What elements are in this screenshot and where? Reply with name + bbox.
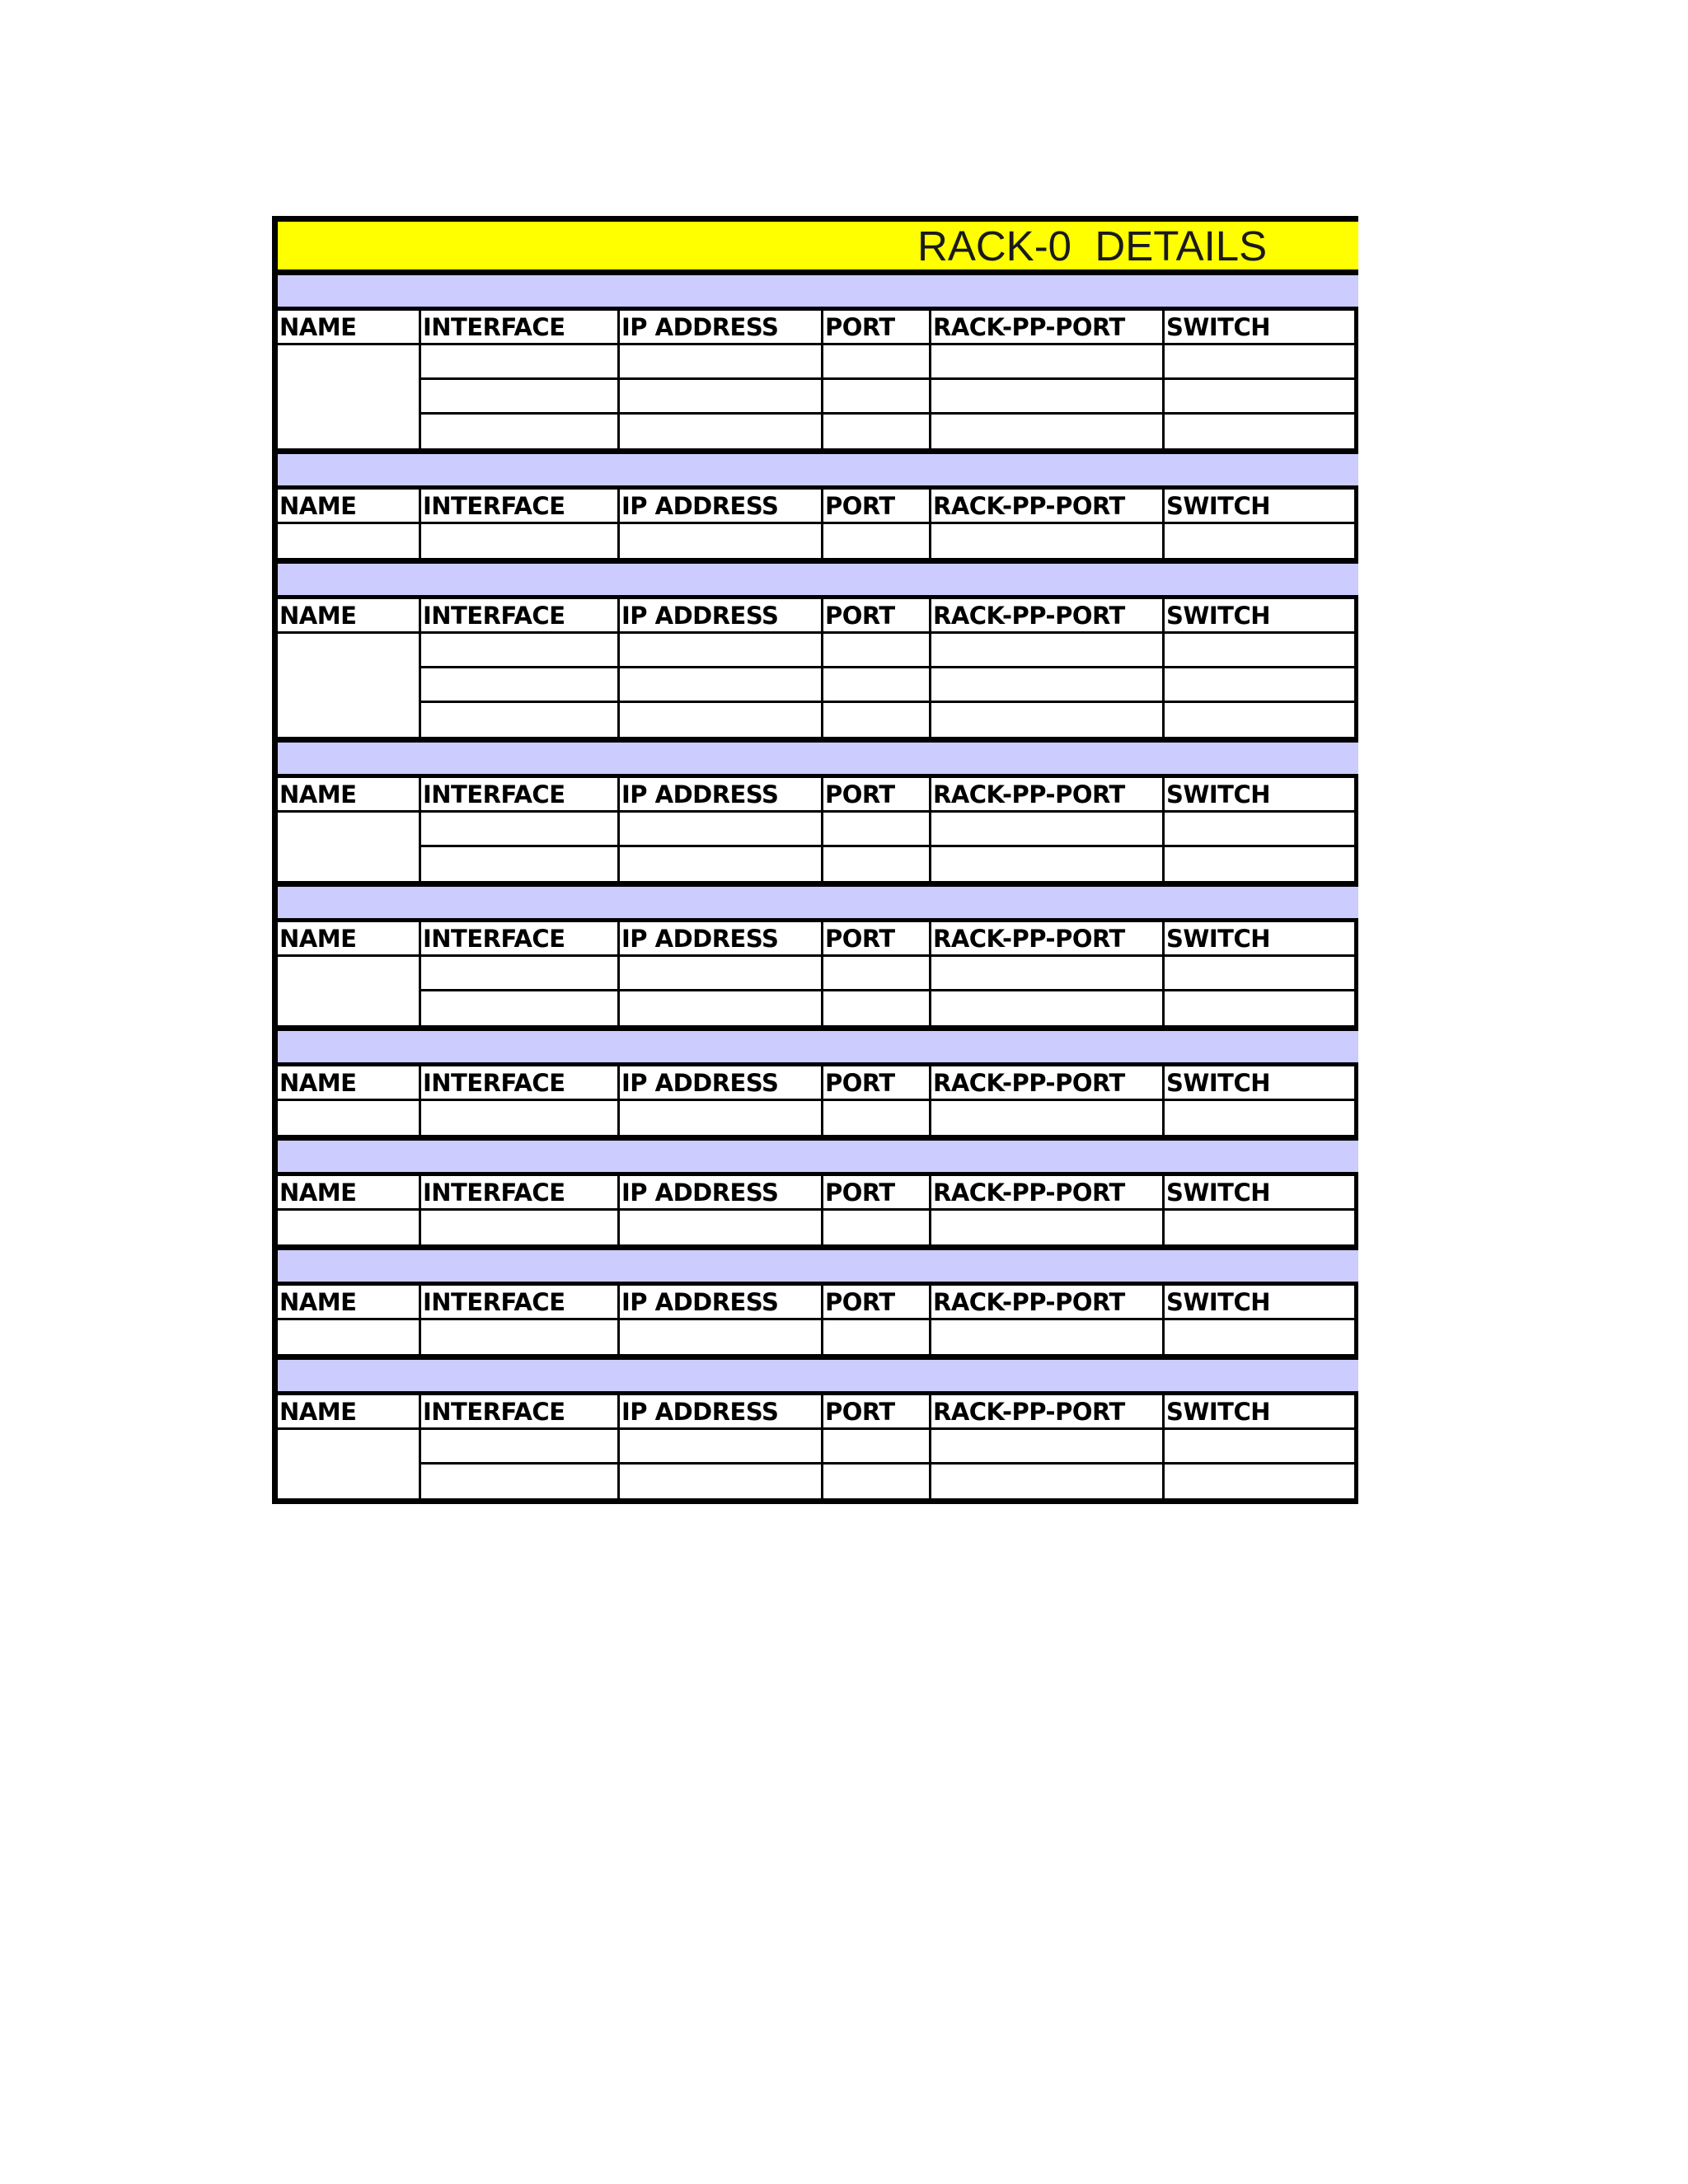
interface-cell[interactable]	[421, 813, 620, 847]
interface-table	[278, 922, 1358, 1031]
interface-table	[278, 1176, 1358, 1250]
column-header-ip-address: IP ADDRESS	[620, 1286, 823, 1320]
interface-groups	[278, 275, 1358, 1504]
column-header-ip-address: IP ADDRESS	[620, 1395, 823, 1430]
rack-details-sheet	[272, 216, 1358, 1504]
interface-cell[interactable]	[421, 380, 620, 415]
name-cell[interactable]	[278, 813, 421, 881]
section-band	[278, 887, 1358, 922]
interface-table	[278, 490, 1358, 564]
column-header-ip-address: IP ADDRESS	[620, 1176, 823, 1211]
column-header-ip-address: IP ADDRESS	[620, 922, 823, 957]
port-cell[interactable]	[823, 703, 931, 737]
interface-cell[interactable]	[421, 1211, 620, 1244]
section-band	[278, 275, 1358, 311]
column-header-port: PORT	[823, 922, 931, 957]
column-header-rack-pp-port: RACK-PP-PORT	[931, 778, 1165, 813]
port-cell[interactable]	[823, 1320, 931, 1354]
section-band	[278, 1250, 1358, 1286]
port-cell[interactable]	[823, 415, 931, 448]
column-header-switch: SWITCH	[1165, 778, 1358, 813]
ip-address-cell[interactable]	[620, 1211, 823, 1244]
port-cell[interactable]	[823, 1211, 931, 1244]
section-band	[278, 454, 1358, 490]
column-header-port: PORT	[823, 1395, 931, 1430]
port-cell[interactable]	[823, 1465, 931, 1498]
ip-address-cell[interactable]	[620, 703, 823, 737]
rack-pp-port-cell[interactable]	[931, 1465, 1165, 1498]
interface-cell[interactable]	[421, 668, 620, 703]
interface-cell[interactable]	[421, 634, 620, 668]
name-cell[interactable]	[278, 634, 421, 737]
switch-cell[interactable]	[1165, 847, 1358, 881]
port-cell[interactable]	[823, 634, 931, 668]
column-header-name: NAME	[278, 1395, 421, 1430]
column-header-name: NAME	[278, 599, 421, 634]
column-header-port: PORT	[823, 490, 931, 524]
switch-cell[interactable]	[1165, 1101, 1358, 1135]
ip-address-cell[interactable]	[620, 847, 823, 881]
column-header-ip-address: IP ADDRESS	[620, 490, 823, 524]
column-header-interface: INTERFACE	[421, 1286, 620, 1320]
name-cell[interactable]	[278, 345, 421, 448]
column-header-ip-address: IP ADDRESS	[620, 778, 823, 813]
column-header-rack-pp-port: RACK-PP-PORT	[931, 922, 1165, 957]
port-cell[interactable]	[823, 1101, 931, 1135]
column-header-switch: SWITCH	[1165, 311, 1358, 345]
switch-cell[interactable]	[1165, 1211, 1358, 1244]
column-header-interface: INTERFACE	[421, 311, 620, 345]
column-header-rack-pp-port: RACK-PP-PORT	[931, 311, 1165, 345]
column-header-port: PORT	[823, 1176, 931, 1211]
ip-address-cell[interactable]	[620, 1101, 823, 1135]
switch-cell[interactable]	[1165, 524, 1358, 558]
section-band	[278, 1141, 1358, 1176]
ip-address-cell[interactable]	[620, 991, 823, 1025]
column-header-interface: INTERFACE	[421, 778, 620, 813]
name-cell[interactable]	[278, 1211, 421, 1244]
rack-pp-port-cell[interactable]	[931, 380, 1165, 415]
rack-pp-port-cell[interactable]	[931, 1211, 1165, 1244]
rack-pp-port-cell[interactable]	[931, 524, 1165, 558]
switch-cell[interactable]	[1165, 957, 1358, 991]
port-cell[interactable]	[823, 345, 931, 380]
interface-cell[interactable]	[421, 957, 620, 991]
interface-cell[interactable]	[421, 703, 620, 737]
section-band	[278, 564, 1358, 599]
column-header-name: NAME	[278, 1176, 421, 1211]
title-bar	[278, 222, 1358, 275]
column-header-port: PORT	[823, 599, 931, 634]
column-header-rack-pp-port: RACK-PP-PORT	[931, 599, 1165, 634]
rack-pp-port-cell[interactable]	[931, 1430, 1165, 1465]
section-band	[278, 1360, 1358, 1395]
switch-cell[interactable]	[1165, 1320, 1358, 1354]
column-header-port: PORT	[823, 778, 931, 813]
ip-address-cell[interactable]	[620, 1320, 823, 1354]
ip-address-cell[interactable]	[620, 1430, 823, 1465]
rack-pp-port-cell[interactable]	[931, 957, 1165, 991]
switch-cell[interactable]	[1165, 380, 1358, 415]
switch-cell[interactable]	[1165, 345, 1358, 380]
column-header-switch: SWITCH	[1165, 1286, 1358, 1320]
column-header-ip-address: IP ADDRESS	[620, 1066, 823, 1101]
ip-address-cell[interactable]	[620, 345, 823, 380]
port-cell[interactable]	[823, 380, 931, 415]
rack-pp-port-cell[interactable]	[931, 991, 1165, 1025]
port-cell[interactable]	[823, 957, 931, 991]
port-cell[interactable]	[823, 847, 931, 881]
section-band	[278, 1031, 1358, 1066]
interface-table	[278, 778, 1358, 887]
column-header-rack-pp-port: RACK-PP-PORT	[931, 1066, 1165, 1101]
switch-cell[interactable]	[1165, 813, 1358, 847]
column-header-interface: INTERFACE	[421, 1395, 620, 1430]
switch-cell[interactable]	[1165, 703, 1358, 737]
column-header-name: NAME	[278, 922, 421, 957]
ip-address-cell[interactable]	[620, 380, 823, 415]
rack-pp-port-cell[interactable]	[931, 345, 1165, 380]
column-header-switch: SWITCH	[1165, 490, 1358, 524]
rack-pp-port-cell[interactable]	[931, 813, 1165, 847]
name-cell[interactable]	[278, 1320, 421, 1354]
ip-address-cell[interactable]	[620, 957, 823, 991]
column-header-name: NAME	[278, 490, 421, 524]
section-band	[278, 743, 1358, 778]
column-header-interface: INTERFACE	[421, 490, 620, 524]
interface-table	[278, 1395, 1358, 1504]
port-cell[interactable]	[823, 813, 931, 847]
column-header-name: NAME	[278, 311, 421, 345]
port-cell[interactable]	[823, 1430, 931, 1465]
rack-pp-port-cell[interactable]	[931, 847, 1165, 881]
column-header-interface: INTERFACE	[421, 1176, 620, 1211]
column-header-ip-address: IP ADDRESS	[620, 599, 823, 634]
ip-address-cell[interactable]	[620, 1465, 823, 1498]
column-header-rack-pp-port: RACK-PP-PORT	[931, 1395, 1165, 1430]
ip-address-cell[interactable]	[620, 668, 823, 703]
interface-table	[278, 599, 1358, 743]
ip-address-cell[interactable]	[620, 524, 823, 558]
column-header-name: NAME	[278, 778, 421, 813]
column-header-interface: INTERFACE	[421, 922, 620, 957]
switch-cell[interactable]	[1165, 415, 1358, 448]
column-header-interface: INTERFACE	[421, 599, 620, 634]
interface-cell[interactable]	[421, 1101, 620, 1135]
column-header-switch: SWITCH	[1165, 1395, 1358, 1430]
column-header-interface: INTERFACE	[421, 1066, 620, 1101]
column-header-ip-address: IP ADDRESS	[620, 311, 823, 345]
column-header-port: PORT	[823, 1286, 931, 1320]
interface-cell[interactable]	[421, 345, 620, 380]
port-cell[interactable]	[823, 991, 931, 1025]
switch-cell[interactable]	[1165, 668, 1358, 703]
rack-pp-port-cell[interactable]	[931, 668, 1165, 703]
port-cell[interactable]	[823, 524, 931, 558]
interface-cell[interactable]	[421, 524, 620, 558]
column-header-rack-pp-port: RACK-PP-PORT	[931, 490, 1165, 524]
switch-cell[interactable]	[1165, 634, 1358, 668]
interface-cell[interactable]	[421, 415, 620, 448]
column-header-rack-pp-port: RACK-PP-PORT	[931, 1286, 1165, 1320]
name-cell[interactable]	[278, 1101, 421, 1135]
sheet-title: RACK-0 DETAILS	[917, 223, 1268, 269]
column-header-name: NAME	[278, 1066, 421, 1101]
interface-cell[interactable]	[421, 1430, 620, 1465]
column-header-name: NAME	[278, 1286, 421, 1320]
column-header-switch: SWITCH	[1165, 1066, 1358, 1101]
switch-cell[interactable]	[1165, 1465, 1358, 1498]
interface-table	[278, 1066, 1358, 1141]
interface-cell[interactable]	[421, 991, 620, 1025]
ip-address-cell[interactable]	[620, 415, 823, 448]
column-header-switch: SWITCH	[1165, 599, 1358, 634]
interface-cell[interactable]	[421, 1320, 620, 1354]
interface-cell[interactable]	[421, 1465, 620, 1498]
column-header-switch: SWITCH	[1165, 1176, 1358, 1211]
rack-pp-port-cell[interactable]	[931, 634, 1165, 668]
column-header-port: PORT	[823, 1066, 931, 1101]
name-cell[interactable]	[278, 1430, 421, 1498]
switch-cell[interactable]	[1165, 1430, 1358, 1465]
name-cell[interactable]	[278, 957, 421, 1025]
interface-table	[278, 1286, 1358, 1360]
interface-table	[278, 311, 1358, 454]
rack-pp-port-cell[interactable]	[931, 415, 1165, 448]
interface-cell[interactable]	[421, 847, 620, 881]
name-cell[interactable]	[278, 524, 421, 558]
rack-pp-port-cell[interactable]	[931, 1101, 1165, 1135]
port-cell[interactable]	[823, 668, 931, 703]
column-header-switch: SWITCH	[1165, 922, 1358, 957]
ip-address-cell[interactable]	[620, 813, 823, 847]
ip-address-cell[interactable]	[620, 634, 823, 668]
column-header-port: PORT	[823, 311, 931, 345]
switch-cell[interactable]	[1165, 991, 1358, 1025]
rack-pp-port-cell[interactable]	[931, 1320, 1165, 1354]
rack-pp-port-cell[interactable]	[931, 703, 1165, 737]
column-header-rack-pp-port: RACK-PP-PORT	[931, 1176, 1165, 1211]
